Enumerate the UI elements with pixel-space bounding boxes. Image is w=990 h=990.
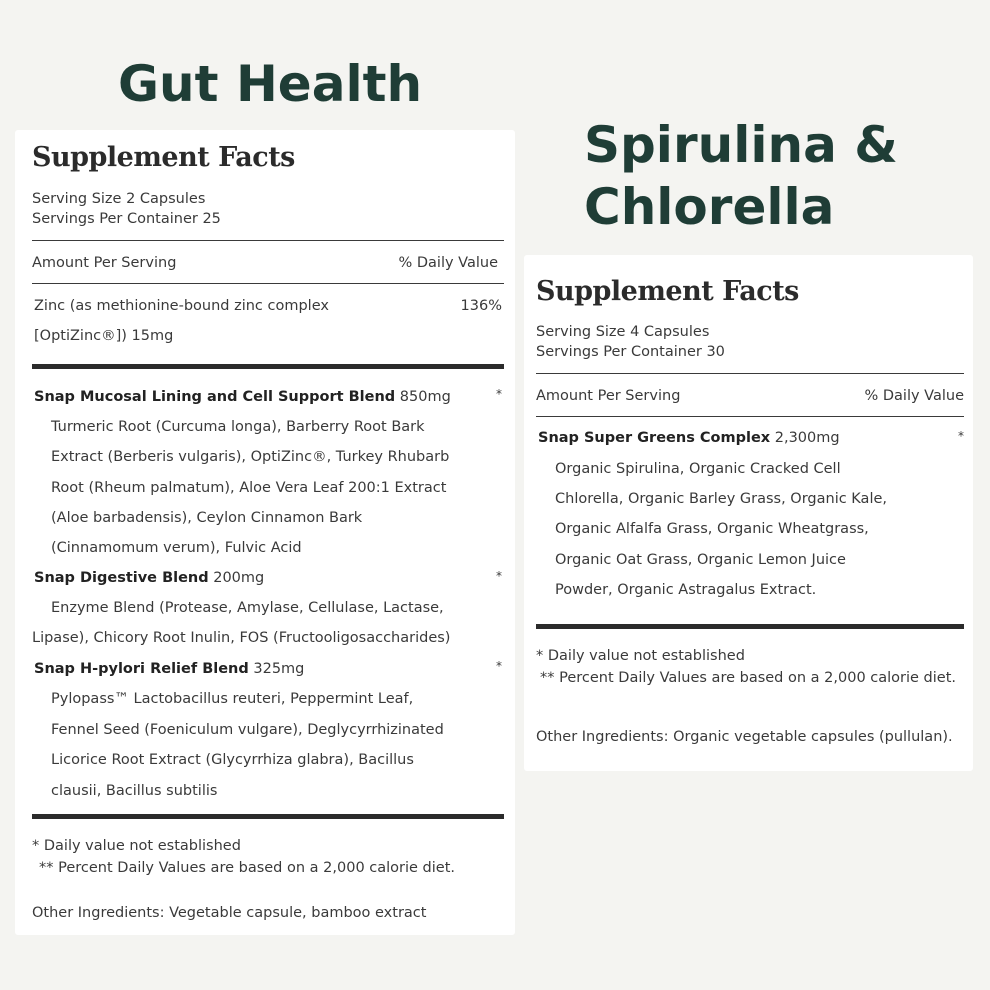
ingredient-line: Pylopass™ Lactobacillus reuteri, Peppermint Leaf, <box>51 691 414 707</box>
other-ingredients: Other Ingredients: Vegetable capsule, bamboo extract <box>32 905 427 921</box>
supplement-facts-title: Supplement Facts <box>32 142 295 173</box>
heading-line-1: Spirulina & <box>584 116 898 174</box>
divider <box>32 240 504 241</box>
ingredient-line: (Cinnamomum verum), Fulvic Acid <box>51 540 302 556</box>
blend-name: Snap Super Greens Complex <box>538 430 771 446</box>
blend-name: Snap Digestive Blend <box>34 570 209 586</box>
serving-size: Serving Size 4 Capsules <box>536 324 710 340</box>
ingredient-line: (Aloe barbadensis), Ceylon Cinnamon Bark <box>51 510 363 526</box>
footnote-calorie-diet: ** Percent Daily Values are based on a 2,000 calorie diet. <box>39 860 456 876</box>
blend-name: Snap H-pylori Relief Blend <box>34 661 249 677</box>
supplement-facts-title: Supplement Facts <box>536 276 799 307</box>
blend-mucosal <box>34 387 451 407</box>
gut-health-heading: Gut Health <box>118 55 423 113</box>
divider <box>536 373 964 374</box>
ingredient-line: Lipase), Chicory Root Inulin, FOS (Fructooligosaccharides) <box>32 630 451 646</box>
ingredient-line: clausii, Bacillus subtilis <box>51 783 218 799</box>
footnote-daily-value: * Daily value not established <box>536 648 745 664</box>
footnote-daily-value: * Daily value not established <box>32 838 241 854</box>
ingredient-line: Extract (Berberis vulgaris), OptiZinc®, Turkey Rhubarb <box>51 449 450 465</box>
blend-name: Snap Mucosal Lining and Cell Support Blend <box>34 389 396 405</box>
blend-super-greens <box>538 428 840 448</box>
ingredient-line: Chlorella, Organic Barley Grass, Organic Kale, <box>555 491 887 507</box>
blend-h-pylori <box>34 659 304 679</box>
thick-divider <box>536 624 964 629</box>
blend-star: * <box>496 569 502 583</box>
divider <box>536 416 964 417</box>
thick-divider <box>32 364 504 369</box>
ingredient-line: Root (Rheum palmatum), Aloe Vera Leaf 200:1 Extract <box>51 480 447 496</box>
servings-per-container: Servings Per Container 25 <box>32 211 221 227</box>
gut-health-supplement-facts-panel <box>15 130 515 935</box>
blend-amount: 850mg <box>395 389 451 405</box>
ingredient-line: Powder, Organic Astragalus Extract. <box>555 582 817 598</box>
servings-per-container: Servings Per Container 30 <box>536 344 725 360</box>
ingredient-line: Organic Alfalfa Grass, Organic Wheatgrass, <box>555 521 869 537</box>
divider <box>32 283 504 284</box>
blend-amount: 2,300mg <box>770 430 840 446</box>
zinc-line-2: [OptiZinc®]) 15mg <box>34 328 174 344</box>
blend-star: * <box>496 659 502 673</box>
zinc-daily-value: 136% <box>460 298 502 314</box>
daily-value-header: % Daily Value <box>864 388 964 404</box>
amount-per-serving-header: Amount Per Serving <box>536 388 681 404</box>
daily-value-header: % Daily Value <box>398 255 498 271</box>
spirulina-chlorella-heading <box>584 114 898 238</box>
amount-per-serving-header: Amount Per Serving <box>32 255 177 271</box>
thick-divider <box>32 814 504 819</box>
ingredient-line: Enzyme Blend (Protease, Amylase, Cellulase, Lactase, <box>51 600 444 616</box>
serving-size: Serving Size 2 Capsules <box>32 191 206 207</box>
blend-star: * <box>958 429 964 443</box>
ingredient-line: Turmeric Root (Curcuma longa), Barberry Root Bark <box>51 419 425 435</box>
blend-star: * <box>496 387 502 401</box>
blend-digestive <box>34 568 264 588</box>
other-ingredients: Other Ingredients: Organic vegetable capsules (pullulan). <box>536 729 953 745</box>
ingredient-line: Fennel Seed (Foeniculum vulgare), Deglycyrrhizinated <box>51 722 444 738</box>
spirulina-supplement-facts-panel <box>524 255 973 771</box>
zinc-line-1: Zinc (as methionine-bound zinc complex <box>34 298 329 314</box>
footnote-calorie-diet: ** Percent Daily Values are based on a 2,000 calorie diet. <box>540 670 957 686</box>
heading-line-2: Chlorella <box>584 178 835 236</box>
ingredient-line: Organic Oat Grass, Organic Lemon Juice <box>555 552 846 568</box>
ingredient-line: Licorice Root Extract (Glycyrrhiza glabra), Bacillus <box>51 752 414 768</box>
ingredient-line: Organic Spirulina, Organic Cracked Cell <box>555 461 841 477</box>
blend-amount: 200mg <box>208 570 265 586</box>
blend-amount: 325mg <box>248 661 305 677</box>
